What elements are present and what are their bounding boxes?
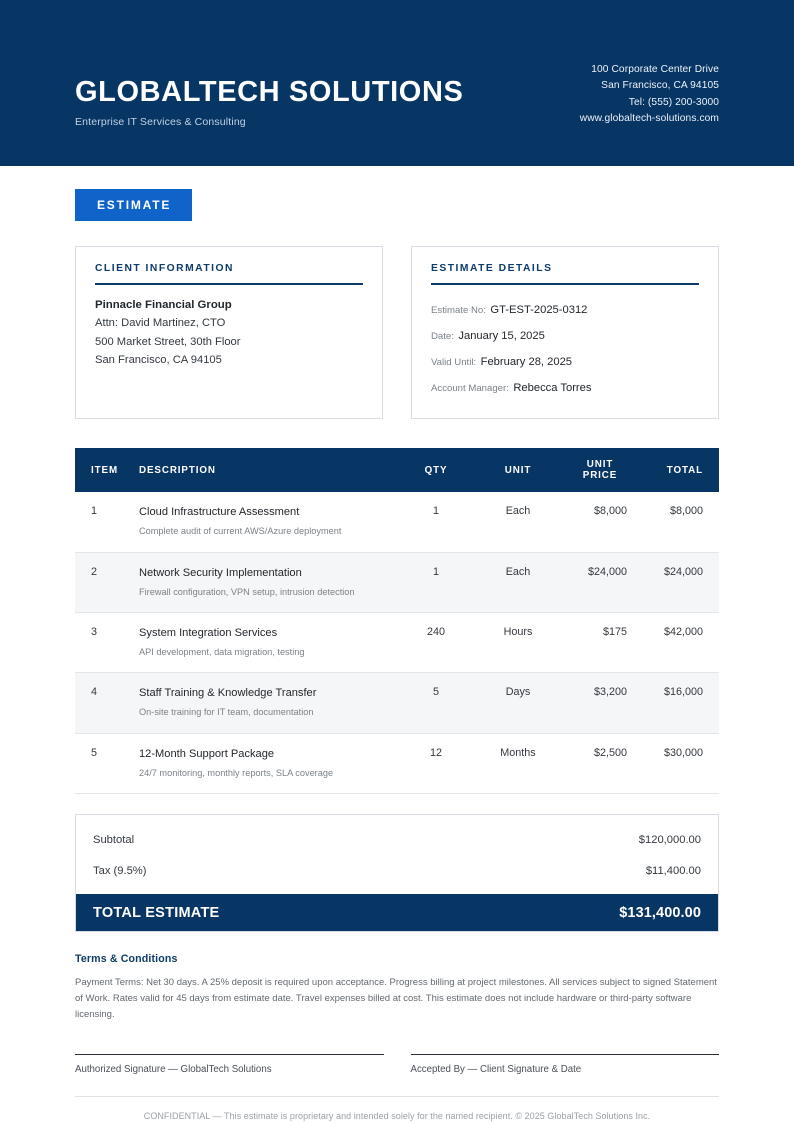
row-description-title: Staff Training & Knowledge Transfer xyxy=(139,687,317,700)
document-type-row xyxy=(75,189,719,221)
row-item-number: 3 xyxy=(91,626,98,639)
subtotal-row xyxy=(76,824,718,855)
client-card-rule xyxy=(95,283,363,285)
footer-divider xyxy=(75,1096,719,1097)
row-item-number: 5 xyxy=(91,746,98,759)
line-items-table xyxy=(75,448,719,794)
total-estimate-bar xyxy=(76,894,718,931)
info-cards xyxy=(75,246,719,419)
signature-block-accepted[interactable] xyxy=(411,1054,720,1075)
client-name: Pinnacle Financial Group xyxy=(95,299,232,311)
detail-row-account-manager xyxy=(431,374,699,400)
row-total: $24,000 xyxy=(663,565,703,578)
row-description-cell xyxy=(139,733,395,793)
detail-value-date: January 15, 2025 xyxy=(458,330,545,343)
total-estimate-value: $131,400.00 xyxy=(619,904,701,921)
detail-value-account-manager: Rebecca Torres xyxy=(513,382,592,395)
line-items-body xyxy=(75,492,719,793)
table-row xyxy=(75,673,719,733)
signature-line-accepted[interactable] xyxy=(411,1054,720,1055)
row-description-cell xyxy=(139,552,395,612)
row-description-subtitle: Complete audit of current AWS/Azure deployment xyxy=(139,526,342,537)
client-card-title: CLIENT INFORMATION xyxy=(95,263,234,274)
row-description-title: System Integration Services xyxy=(139,627,278,640)
row-description-cell xyxy=(139,613,395,673)
row-qty: 5 xyxy=(432,686,439,699)
detail-value-valid-until: February 28, 2025 xyxy=(480,356,573,369)
row-qty: 240 xyxy=(426,626,445,639)
contact-website[interactable]: www.globaltech-solutions.com xyxy=(579,113,719,125)
row-total: $30,000 xyxy=(663,746,703,759)
details-card-rule xyxy=(431,283,699,285)
row-unit: Each xyxy=(505,505,531,518)
signature-block-authorized[interactable] xyxy=(75,1054,384,1075)
detail-label-account-manager: Account Manager: xyxy=(431,383,509,395)
column-header-unit: UNIT xyxy=(477,448,559,492)
subtotal-value: $120,000.00 xyxy=(638,833,701,846)
row-description-cell xyxy=(139,673,395,733)
estimate-badge: ESTIMATE xyxy=(75,189,192,221)
row-description-subtitle: Firewall configuration, VPN setup, intrusion detection xyxy=(139,586,355,597)
row-item-number: 4 xyxy=(91,686,98,699)
row-qty: 1 xyxy=(432,565,439,578)
table-header-row xyxy=(75,448,719,492)
signature-section xyxy=(75,1054,719,1075)
estimate-details-card xyxy=(411,246,719,419)
detail-row-valid-until xyxy=(431,348,699,374)
row-qty: 1 xyxy=(432,505,439,518)
column-header-total: TOTAL xyxy=(641,448,719,492)
tax-label: Tax (9.5%) xyxy=(93,864,147,877)
row-item-number: 2 xyxy=(91,565,98,578)
row-unit-price: $175 xyxy=(602,626,627,639)
line-items-header xyxy=(75,448,719,492)
terms-title: Terms & Conditions xyxy=(75,953,178,966)
row-description-subtitle: 24/7 monitoring, monthly reports, SLA coverage xyxy=(139,767,334,778)
row-unit: Each xyxy=(505,565,531,578)
row-description-cell xyxy=(139,492,395,552)
terms-body: Payment Terms: Net 30 days. A 25% deposit is required upon acceptance. Progress billing at project milestones. All services subject to signed Statement of Work. Rates valid for 45 days from estimate date. Travel expenses billed at cost. This estimate does not include hardware or third-party software licensing. xyxy=(75,977,717,1021)
row-description-title: Cloud Infrastructure Assessment xyxy=(139,506,300,519)
document-header xyxy=(0,0,794,166)
client-street-line: 500 Market Street, 30th Floor xyxy=(95,335,241,348)
row-total: $42,000 xyxy=(663,626,703,639)
contact-city-line: San Francisco, CA 94105 xyxy=(601,80,719,92)
row-total: $16,000 xyxy=(663,686,703,699)
row-unit: Hours xyxy=(503,626,533,639)
contact-address-line: 100 Corporate Center Drive xyxy=(591,63,719,75)
company-name: GLOBALTECH SOLUTIONS xyxy=(75,75,464,108)
column-header-qty: QTY xyxy=(395,448,477,492)
row-description-title: Network Security Implementation xyxy=(139,566,302,579)
tax-row xyxy=(76,855,718,886)
detail-value-estimate-no: GT-EST-2025-0312 xyxy=(490,304,588,316)
row-unit-price: $2,500 xyxy=(593,746,627,759)
brand-block xyxy=(75,77,463,128)
unit-price-line-2: PRICE xyxy=(582,470,618,482)
row-unit-price: $3,200 xyxy=(593,686,627,699)
row-unit-price: $24,000 xyxy=(587,565,627,578)
subtotal-label: Subtotal xyxy=(93,833,135,846)
row-qty: 12 xyxy=(429,746,442,759)
row-total: $8,000 xyxy=(669,505,703,518)
row-description-subtitle: On-site training for IT team, documentation xyxy=(139,707,314,718)
client-attn-line: Attn: David Martinez, CTO xyxy=(95,317,226,330)
tax-value: $11,400.00 xyxy=(645,864,701,877)
signature-label-authorized: Authorized Signature — GlobalTech Solutions xyxy=(75,1064,272,1076)
details-card-title: ESTIMATE DETAILS xyxy=(431,263,553,274)
detail-row-estimate-no xyxy=(431,296,699,322)
company-contact-block xyxy=(580,62,719,128)
row-description-subtitle: API development, data migration, testing xyxy=(139,647,305,658)
table-row xyxy=(75,492,719,552)
column-header-item: ITEM xyxy=(75,448,139,492)
unit-price-line-1: UNIT xyxy=(586,459,614,471)
detail-row-date xyxy=(431,322,699,348)
signature-label-accepted: Accepted By — Client Signature & Date xyxy=(410,1064,582,1076)
column-header-unit-price xyxy=(559,448,641,492)
table-row xyxy=(75,613,719,673)
terms-section xyxy=(75,953,719,1023)
column-header-description: DESCRIPTION xyxy=(139,448,395,492)
detail-label-valid-until: Valid Until: xyxy=(431,357,477,369)
total-estimate-label: TOTAL ESTIMATE xyxy=(93,904,220,921)
detail-label-date: Date: xyxy=(431,331,454,343)
table-row xyxy=(75,733,719,793)
contact-phone: Tel: (555) 200-3000 xyxy=(628,96,719,108)
totals-panel xyxy=(75,814,719,932)
signature-line-authorized[interactable] xyxy=(75,1054,384,1055)
row-unit: Months xyxy=(500,746,536,759)
row-item-number: 1 xyxy=(91,505,98,518)
table-row xyxy=(75,552,719,612)
row-unit: Days xyxy=(505,686,531,699)
row-description-title: 12-Month Support Package xyxy=(139,747,275,760)
client-city-line: San Francisco, CA 94105 xyxy=(95,353,222,366)
row-unit-price: $8,000 xyxy=(593,505,627,518)
detail-label-estimate-no: Estimate No: xyxy=(431,305,486,316)
client-information-card xyxy=(75,246,383,419)
company-tagline: Enterprise IT Services & Consulting xyxy=(75,116,246,128)
footer-confidential-notice: CONFIDENTIAL — This estimate is proprietary and intended solely for the named recipient. © 2025 GlobalTech Solutions Inc. xyxy=(143,1111,651,1122)
